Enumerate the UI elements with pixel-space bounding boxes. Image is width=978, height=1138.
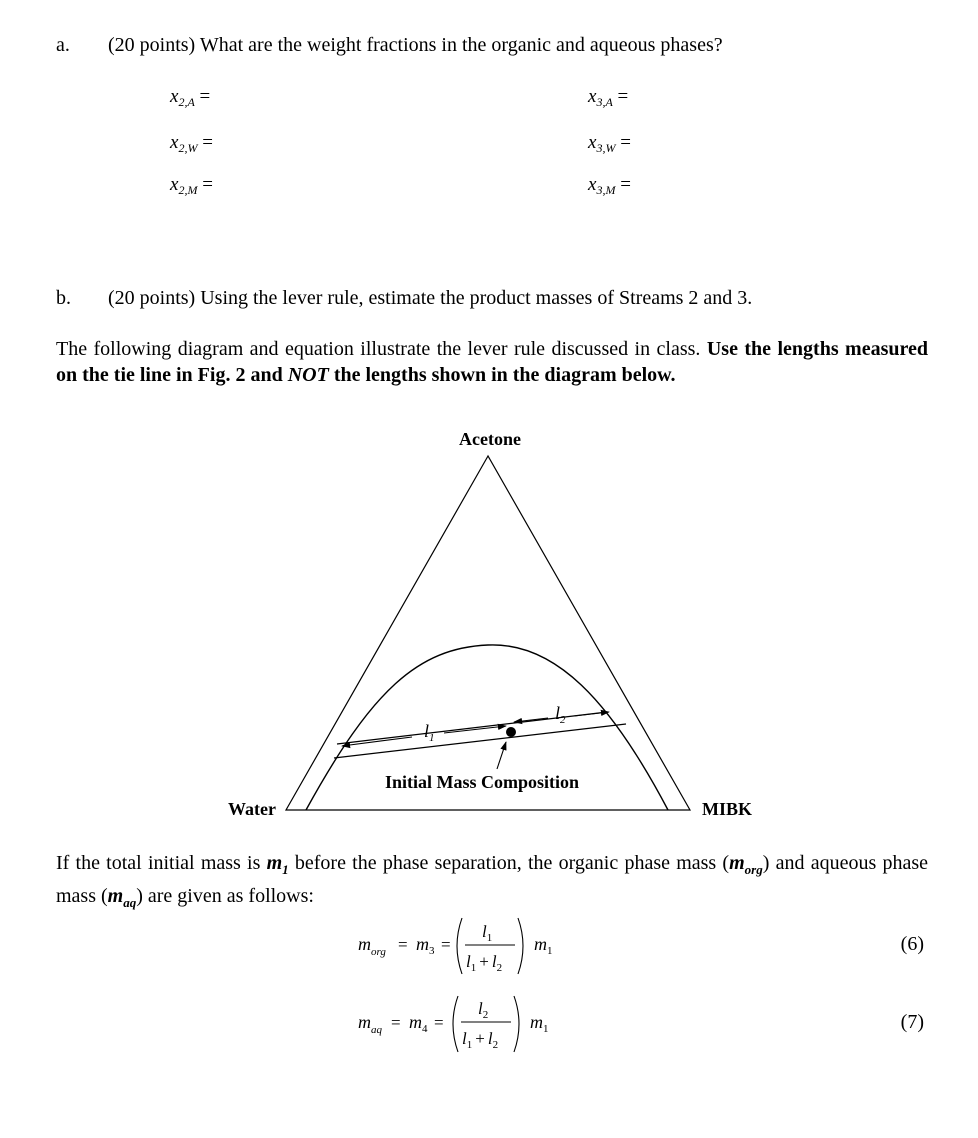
acetone-label: Acetone	[459, 429, 521, 449]
svg-text:m1: $m_1$	[534, 934, 553, 957]
lever-rule-instructions: The following diagram and equation illustrate the lever rule discussed in class. Use the lengths measured on the tie line in Fig. 2 and NOT the lengths shown in the diagram below.	[56, 338, 928, 386]
x2M-label: $x_{2,M}$ =	[170, 174, 213, 197]
svg-text:=: =	[441, 935, 451, 954]
initial-mass-composition-label: Initial Mass Composition	[384, 772, 580, 792]
part-a-question: (20 points) What are the weight fractions in the organic and aqueous phases?	[108, 34, 723, 56]
part-b-question: (20 points) Using the lever rule, estimate the product masses of Streams 2 and 3.	[108, 287, 753, 309]
svg-text:m1: $m_1$	[530, 1012, 549, 1035]
svg-text:l1+l2: $l_1 + l_2$	[466, 952, 503, 974]
equation-7-number: (7)	[900, 1011, 924, 1033]
svg-text:l2: $l_2$	[478, 999, 489, 1021]
svg-text:=: =	[398, 935, 408, 954]
part-b-letter: b.	[56, 287, 71, 309]
equation-6-number: (6)	[900, 933, 924, 955]
svg-text:=: =	[434, 1013, 444, 1032]
mass-explanation: If the total initial mass is $m_1$ before the phase separation, the organic phase mass $(m_{org})$ and aqueous phase mass $(m_{aq})$ are given as follows:	[56, 852, 928, 910]
x3M-label: $x_{3,M}$ =	[588, 174, 631, 197]
svg-text:=: =	[391, 1013, 401, 1032]
l2-label: $l_2$	[555, 703, 566, 726]
equation-6	[358, 918, 553, 974]
x3A-label: $x_{3,A}$ =	[588, 86, 629, 109]
part-a-letter: a.	[56, 34, 70, 56]
water-label: Water	[228, 799, 276, 819]
svg-text:maq: $m_{aq}$	[358, 1012, 382, 1036]
svg-text:l1: $l_1$	[482, 922, 493, 944]
x2W-label: $x_{2,W}$ =	[170, 132, 213, 155]
mibk-label: MIBK	[702, 799, 753, 819]
svg-text:m4: $m_4$	[409, 1012, 428, 1035]
l1-label: $l_1$	[424, 721, 435, 744]
x3W-label: $x_{3,W}$ =	[588, 132, 631, 155]
svg-text:l1+l2: $l_1 + l_2$	[462, 1029, 499, 1051]
equation-7	[358, 996, 549, 1052]
svg-text:morg: $m_{org}$	[358, 934, 386, 958]
svg-text:m3: $m_3$	[416, 934, 435, 957]
x2A-label: $x_{2,A}$ =	[170, 86, 211, 109]
